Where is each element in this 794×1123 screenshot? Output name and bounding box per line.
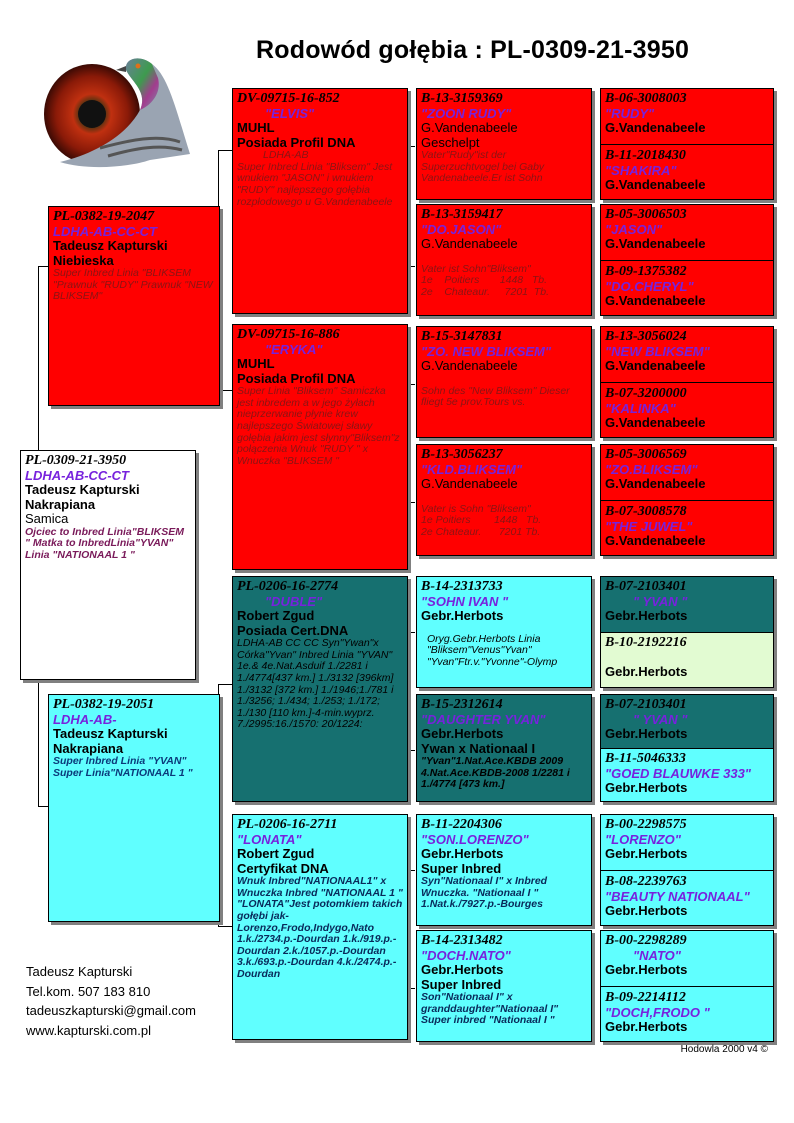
g3-note: Sohn des "New Bliksem" Dieser fliegt 5e prov.Tours vs. bbox=[421, 384, 570, 409]
subject-ring: PL-0309-21-3950 bbox=[25, 453, 127, 468]
g3-breeder: G.Vandenabeele bbox=[421, 120, 518, 136]
subject-note: Ojciec to Inbred Linia"BLIKSEM " Matka to InbredLinia"YVAN" Linia "NATIONAAL 1 " bbox=[25, 525, 184, 561]
dam-dam-ring: PL-0206-16-2711 bbox=[237, 817, 338, 832]
sire-color: Niebieska bbox=[53, 252, 114, 268]
g4-ring: B-07-3008578 bbox=[605, 504, 687, 519]
g4-ring: B-09-1375382 bbox=[605, 264, 687, 279]
g3-name: "DOCH.NATO" bbox=[421, 947, 511, 963]
g4-pair-card[interactable] bbox=[600, 88, 774, 200]
sire-ring: PL-0382-19-2047 bbox=[53, 209, 155, 224]
g3-note: Vater"Rudy"ist der Superzuchtvogel bei Gaby Vandenabeele.Er ist Sohn bbox=[421, 149, 545, 185]
g4-pair-card[interactable] bbox=[600, 930, 774, 1042]
g3-name: "SOHN IVAN " bbox=[421, 593, 509, 609]
g3-card[interactable] bbox=[416, 444, 592, 556]
g4-name: "BEAUTY NATIONAAL" bbox=[605, 888, 750, 904]
g4-breeder: Gebr.Herbots bbox=[605, 608, 688, 624]
g3-breeder: Gebr.Herbots bbox=[421, 726, 504, 742]
g3-name: "SON.LORENZO" bbox=[421, 831, 529, 847]
contact-block bbox=[26, 962, 196, 1040]
g3-ring: B-13-3159417 bbox=[421, 207, 503, 222]
g3-ring: B-13-3159369 bbox=[421, 91, 503, 106]
g3-card[interactable] bbox=[416, 326, 592, 438]
g4-ring: B-10-2192216 bbox=[605, 635, 687, 650]
g4-breeder: G.Vandenabeele bbox=[605, 177, 706, 193]
g3-card[interactable] bbox=[416, 694, 592, 802]
sire-sire-name: "ELVIS" bbox=[265, 105, 315, 121]
g4-pair-card[interactable] bbox=[600, 444, 774, 556]
g4-name: "SHAKIRA" bbox=[605, 162, 677, 178]
g4-ring: B-07-3200000 bbox=[605, 386, 687, 401]
g4-name: "GOED BLAUWKE 333" bbox=[605, 765, 751, 781]
dam-dam-note: Wnuk Inbred"NATIONAAL1" x Wnuczka Inbred "NATIONAAL 1 " "LONATA"Jest potomkiem takich gołębi jak- Lorenzo,Frodo,Indygo,Nato 1.k./2734.p.-Dourdan 1.k./919.p.-Dourdan 2.k./1057.p.-Dourdan 3.k./693.p.-Dourdan 4.k./2474.p.-Dourdan bbox=[237, 875, 403, 980]
sire-line: LDHA-AB-CC-CT bbox=[53, 223, 157, 239]
g4-name: "DOCH,FRODO " bbox=[605, 1004, 710, 1020]
g3-card[interactable] bbox=[416, 814, 592, 926]
g4-breeder: G.Vandenabeele bbox=[605, 476, 706, 492]
g3-note: "Yvan"1.Nat.Ace.KBDB 2009 4.Nat.Ace.KBDB-2008 1/2281 i 1./4774 [473 km.] bbox=[421, 755, 570, 791]
g3-extra: Super Inbred bbox=[421, 976, 502, 992]
pigeon-eye-icon bbox=[40, 36, 195, 176]
g4-breeder: Gebr.Herbots bbox=[605, 726, 688, 742]
g3-ring: B-15-2312614 bbox=[421, 697, 503, 712]
g4-breeder: Gebr.Herbots bbox=[605, 780, 688, 796]
g4-name: "NATO" bbox=[633, 947, 681, 963]
sire-sire-dna: Posiada Profil DNA bbox=[237, 134, 356, 150]
g4-breeder: G.Vandenabeele bbox=[605, 120, 706, 136]
g3-name: "DAUGHTER YVAN" bbox=[421, 711, 546, 727]
g3-note: Vater ist Sohn"Bliksem" bbox=[421, 262, 531, 275]
g4-pair-card[interactable] bbox=[600, 576, 774, 688]
g3-name: "ZO. NEW BLIKSEM" bbox=[421, 343, 552, 359]
g3-ring: B-15-3147831 bbox=[421, 329, 503, 344]
g3-breeder: G.Vandenabeele bbox=[421, 236, 518, 252]
g3-breeder: G.Vandenabeele bbox=[421, 476, 518, 492]
g3-name: "DO.JASON" bbox=[421, 221, 502, 237]
sire-sire-ring: DV-09715-16-852 bbox=[237, 91, 340, 106]
dam-dam-name: "LONATA" bbox=[237, 831, 302, 847]
dam-line: LDHA-AB- bbox=[53, 711, 117, 727]
contact-website[interactable]: www.kapturski.com.pl bbox=[26, 1022, 151, 1038]
g4-pair-card[interactable] bbox=[600, 694, 774, 802]
g3-name: "ZOON RUDY" bbox=[421, 105, 512, 121]
contact-name: Tadeusz Kapturski bbox=[26, 964, 133, 979]
dam-dam-dna: Certyfikat DNA bbox=[237, 860, 329, 876]
dam-sire-note: LDHA-AB CC CC Syn"Ywan"x Córka"Yvan" Inbred Linia "YVAN" 1e.& 4e.Nat.Asduif 1./2281 i 1./4774[437 km.] 1./3132 [396km] 1./3132 [372 km.] 1./1946;1./781 i 1./3256; 1./434; 1./253; 1./172; 1./130 [110 km.]-4-min.wyprz. 7./2995:16./1570: 20/1224: bbox=[237, 637, 394, 731]
g4-breeder: Gebr.Herbots bbox=[605, 664, 688, 680]
g4-name: "JASON" bbox=[605, 221, 663, 237]
g4-ring: B-05-3006503 bbox=[605, 207, 687, 222]
dam-owner: Tadeusz Kapturski bbox=[53, 726, 168, 742]
g3-name: "KLD.BLIKSEM" bbox=[421, 461, 523, 477]
sire-dam-note: Super Linia "Bliksem" Samiczka jest inbredem a w jego żyłach nieprzerwanie płynie krew najlepszego Światowej sławy gołębia jakim jest słynny"Bliksem"z połączenia Wnuk "RUDY " x Wnuczka "BLIKSEM " bbox=[237, 385, 400, 467]
g3-result: 2e Chateaur. 7201 Tb. bbox=[421, 285, 550, 298]
subject-color: Nakrapiana bbox=[25, 496, 96, 512]
g4-ring: B-07-2103401 bbox=[605, 697, 687, 712]
dam-ring: PL-0382-19-2051 bbox=[53, 697, 155, 712]
g4-ring: B-11-2018430 bbox=[605, 148, 686, 163]
g3-extra: Geschelpt bbox=[421, 134, 480, 150]
dam-sire-dna: Posiada Cert.DNA bbox=[237, 622, 349, 638]
g4-ring: B-00-2298575 bbox=[605, 817, 687, 832]
dam-color: Nakrapiana bbox=[53, 740, 124, 756]
g3-note: Son"Nationaal I" x granddaughter"Nationaal I" Super inbred "Nationaal I " bbox=[421, 991, 559, 1027]
g4-ring: B-09-2214112 bbox=[605, 990, 686, 1005]
g3-card[interactable] bbox=[416, 204, 592, 316]
g4-ring: B-06-3008003 bbox=[605, 91, 687, 106]
sire-owner: Tadeusz Kapturski bbox=[53, 238, 168, 254]
subject-card[interactable] bbox=[20, 450, 196, 680]
g4-name: " YVAN " bbox=[633, 711, 688, 727]
g3-ring: B-13-3056237 bbox=[421, 447, 503, 462]
g4-ring: B-00-2298289 bbox=[605, 933, 687, 948]
g4-breeder: G.Vandenabeele bbox=[605, 236, 706, 252]
sire-dam-ring: DV-09715-16-886 bbox=[237, 327, 340, 342]
g3-note: Oryg.Gebr.Herbots Linia "Bliksem"Venus"Yvan" "Yvan"Ftr.v."Yvonne"-Olymp bbox=[427, 632, 558, 668]
dam-dam-card[interactable] bbox=[232, 814, 408, 1040]
dam-sire-breeder: Robert Zgud bbox=[237, 608, 315, 624]
g3-ring: B-11-2204306 bbox=[421, 817, 502, 832]
sire-note: Super Inbred Linia "BLIKSEM "Prawnuk "RUDY" Prawnuk "NEW BLIKSEM" bbox=[53, 267, 213, 303]
footer-version: Hodowla 2000 v4 © bbox=[680, 1044, 768, 1055]
sire-sire-line: LDHA-AB bbox=[263, 149, 309, 162]
g3-result: 2e Chateaur. 7201 Tb. bbox=[421, 525, 541, 538]
g3-extra: Super Inbred bbox=[421, 860, 502, 876]
g3-note: Vater is Sohn "Bliksem" bbox=[421, 502, 531, 515]
g4-ring: B-13-3056024 bbox=[605, 329, 687, 344]
g3-breeder: Gebr.Herbots bbox=[421, 962, 504, 978]
contact-phone[interactable]: Tel.kom. 507 183 810 bbox=[26, 983, 151, 999]
g4-pair-card[interactable] bbox=[600, 204, 774, 316]
dam-sire-ring: PL-0206-16-2774 bbox=[237, 579, 339, 594]
g4-ring: B-11-5046333 bbox=[605, 751, 686, 766]
g4-name: "THE JUWEL" bbox=[605, 518, 693, 534]
g3-note: Syn"Nationaal I" x Inbred Wnuczka. "Nationaal I " 1.Nat.k./7927.p.-Bourges bbox=[421, 875, 548, 911]
dam-card[interactable] bbox=[48, 694, 220, 922]
g4-name bbox=[605, 651, 769, 666]
dam-sire-name: "DUBLE" bbox=[265, 593, 323, 609]
sire-dam-breeder: MUHL bbox=[237, 356, 275, 372]
dam-sire-card[interactable] bbox=[232, 576, 408, 802]
g4-name: "RUDY" bbox=[605, 105, 655, 121]
g4-ring: B-05-3006569 bbox=[605, 447, 687, 462]
g3-result: 1e Poitiers 1448 Tb. bbox=[421, 514, 542, 527]
g3-breeder: G.Vandenabeele bbox=[421, 358, 518, 374]
sire-dam-name: "ERYKA" bbox=[265, 341, 323, 357]
subject-line: LDHA-AB-CC-CT bbox=[25, 467, 129, 483]
g4-name: "NEW BLIKSEM" bbox=[605, 343, 710, 359]
sire-dam-dna: Posiada Profil DNA bbox=[237, 370, 356, 386]
sire-sire-note: Super Inbred Linia "Bliksem" Jest wnukiem "JASON" i wnukiem "RUDY" najlepszego gołębia rozpłodowego u G.Vandenabeele bbox=[237, 160, 393, 208]
subject-owner: Tadeusz Kapturski bbox=[25, 482, 140, 498]
g4-name: "KALINKA" bbox=[605, 400, 676, 416]
sire-card[interactable] bbox=[48, 206, 220, 406]
dam-note: Super Inbred Linia "YVAN" Super Linia"NATIONAAL 1 " bbox=[53, 755, 193, 779]
sire-dam-card[interactable] bbox=[232, 324, 408, 570]
g4-ring: B-07-2103401 bbox=[605, 579, 687, 594]
g4-name: "LORENZO" bbox=[605, 831, 681, 847]
g4-pair-card[interactable] bbox=[600, 814, 774, 926]
g4-breeder: G.Vandenabeele bbox=[605, 415, 706, 431]
g3-card[interactable] bbox=[416, 930, 592, 1042]
sire-sire-card[interactable] bbox=[232, 88, 408, 314]
g3-extra: Ywan x Nationaal I bbox=[421, 740, 536, 756]
g4-name: " YVAN " bbox=[633, 593, 688, 609]
g4-breeder: Gebr.Herbots bbox=[605, 1019, 688, 1035]
g4-ring: B-08-2239763 bbox=[605, 874, 687, 889]
g4-pair-card[interactable] bbox=[600, 326, 774, 438]
g3-card[interactable] bbox=[416, 88, 592, 200]
g4-name: "ZO.BLIKSEM" bbox=[605, 461, 698, 477]
g4-breeder: G.Vandenabeele bbox=[605, 533, 706, 549]
g4-breeder: Gebr.Herbots bbox=[605, 962, 688, 978]
page-title: Rodowód gołębia : PL-0309-21-3950 bbox=[256, 36, 690, 64]
subject-sex: Samica bbox=[25, 511, 69, 527]
g3-breeder: Gebr.Herbots bbox=[421, 846, 504, 862]
g4-breeder: G.Vandenabeele bbox=[605, 293, 706, 309]
g3-card[interactable] bbox=[416, 576, 592, 688]
g3-ring: B-14-2313733 bbox=[421, 579, 503, 594]
g3-result: 1e Poitiers 1448 Tb. bbox=[421, 274, 548, 287]
g4-breeder: Gebr.Herbots bbox=[605, 903, 688, 919]
g4-name: "DO.CHERYL" bbox=[605, 278, 694, 294]
sire-sire-breeder: MUHL bbox=[237, 120, 275, 136]
contact-email[interactable]: tadeuszkapturski@gmail.com bbox=[26, 1003, 196, 1018]
g4-breeder: G.Vandenabeele bbox=[605, 358, 706, 374]
g3-breeder: Gebr.Herbots bbox=[421, 608, 504, 624]
dam-dam-breeder: Robert Zgud bbox=[237, 846, 315, 862]
g3-ring: B-14-2313482 bbox=[421, 933, 503, 948]
g4-breeder: Gebr.Herbots bbox=[605, 846, 688, 862]
